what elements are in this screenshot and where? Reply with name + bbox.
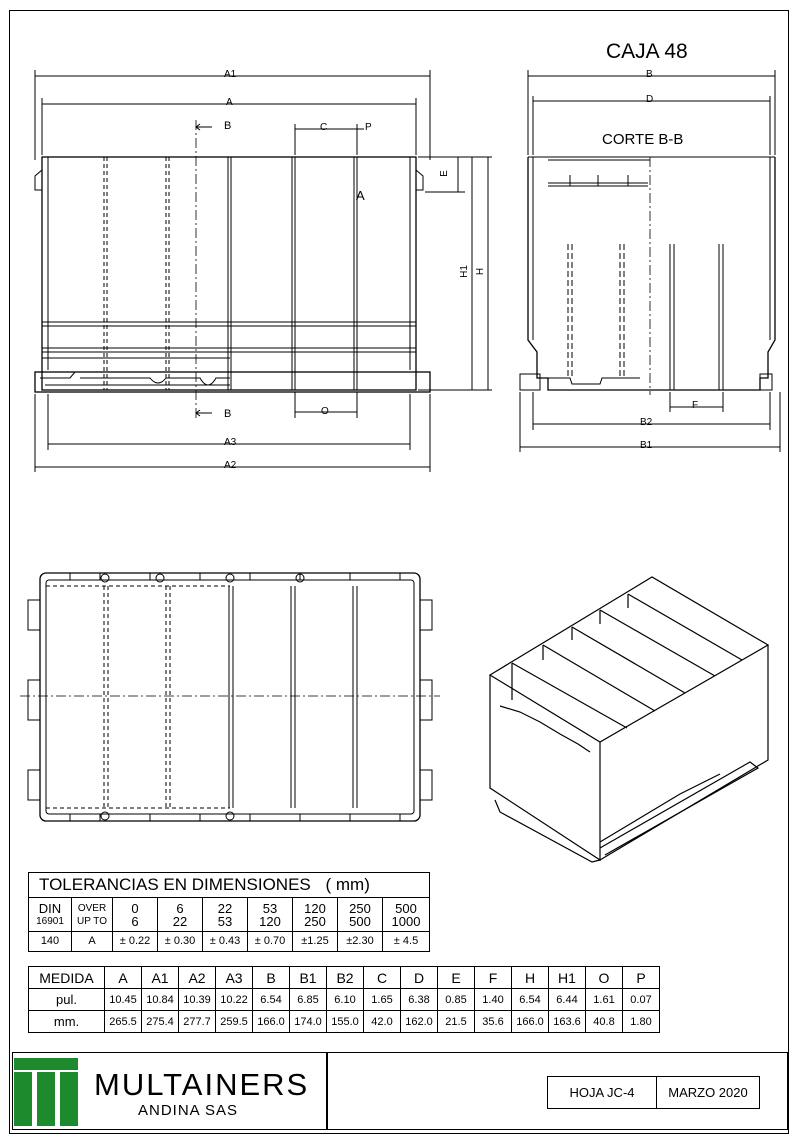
detail-label-a: A	[356, 188, 365, 203]
measure-value: 259.5	[216, 1011, 253, 1033]
measures-table	[28, 966, 660, 1033]
range-over: 6	[176, 900, 184, 916]
measure-value: 265.5	[105, 1011, 142, 1033]
measure-value: 6.85	[290, 989, 327, 1011]
measure-value: 6.44	[549, 989, 586, 1011]
sheet-number: HOJA JC-4	[547, 1076, 657, 1109]
measure-value: 35.6	[475, 1011, 512, 1033]
measure-column: C	[364, 967, 401, 989]
measure-value: 42.0	[364, 1011, 401, 1033]
measure-column: O	[586, 967, 623, 989]
measure-value: 6.38	[401, 989, 438, 1011]
measure-value: 10.84	[142, 989, 179, 1011]
front-view	[35, 70, 492, 472]
measure-column: D	[401, 967, 438, 989]
din-label: DIN	[38, 900, 62, 916]
range-over: 500	[395, 900, 417, 916]
dim-label-o: O	[321, 406, 329, 417]
measure-value: 275.4	[142, 1011, 179, 1033]
dim-label-a1: A1	[224, 69, 237, 80]
measure-value: 1.61	[586, 989, 623, 1011]
measure-column: A1	[142, 967, 179, 989]
tolerances-heading: TOLERANCIAS EN DIMENSIONES	[39, 875, 311, 894]
measure-value: 6.10	[327, 989, 364, 1011]
section-mark-b-bottom: B	[224, 408, 232, 420]
range-upto: 6	[131, 913, 139, 929]
section-label: CORTE B-B	[602, 131, 684, 148]
range-over: 120	[304, 900, 326, 916]
dim-label-p: P	[365, 122, 372, 133]
measure-column: B	[253, 967, 290, 989]
measure-value: 1.65	[364, 989, 401, 1011]
tolerance-value: ±1.25	[293, 932, 338, 952]
drawing-title: CAJA 48	[606, 40, 688, 63]
tolerance-value: ± 0.22	[113, 932, 158, 952]
top-view	[20, 573, 440, 821]
measure-value: 10.45	[105, 989, 142, 1011]
range-upto: 22	[172, 913, 188, 929]
measure-value: 10.22	[216, 989, 253, 1011]
section-bb-view	[520, 70, 780, 452]
measure-value: 6.54	[253, 989, 290, 1011]
dim-label-a3: A3	[224, 437, 237, 448]
measure-column: A	[105, 967, 142, 989]
tolerances-unit: ( mm)	[325, 875, 370, 894]
measure-value: 21.5	[438, 1011, 475, 1033]
range-upto: 120	[259, 913, 281, 929]
company-logo-icon	[14, 1058, 78, 1126]
tolerances-table	[28, 872, 430, 952]
measure-column: H	[512, 967, 549, 989]
measure-value: 0.07	[623, 989, 660, 1011]
range-over: 53	[262, 900, 278, 916]
range-upto: 53	[217, 913, 233, 929]
measure-value: 155.0	[327, 1011, 364, 1033]
section-mark-b-top: B	[224, 120, 232, 132]
dim-label-a: A	[226, 97, 233, 108]
measure-value: 277.7	[179, 1011, 216, 1033]
measures-header-label: MEDIDA	[29, 967, 105, 989]
tolerance-value: ± 0.70	[248, 932, 293, 952]
tolerance-value: ±2.30	[338, 932, 383, 952]
tolerance-value: ± 4.5	[383, 932, 430, 952]
measure-column: E	[438, 967, 475, 989]
measure-value: 40.8	[586, 1011, 623, 1033]
dim-label-h1: H1	[458, 265, 470, 278]
measure-column: A2	[179, 967, 216, 989]
dim-label-a2: A2	[224, 460, 237, 471]
drawing-date: MARZO 2020	[656, 1076, 760, 1109]
section-dim-f: F	[692, 400, 699, 411]
measure-value: 0.85	[438, 989, 475, 1011]
tolerance-value: ± 0.30	[158, 932, 203, 952]
isometric-view	[490, 577, 768, 862]
dim-label-e: E	[438, 170, 450, 177]
row-group: A	[72, 932, 113, 952]
dim-label-h: H	[475, 267, 487, 276]
measure-value: 1.80	[623, 1011, 660, 1033]
range-over: 0	[131, 900, 139, 916]
range-upto: 500	[349, 913, 371, 929]
measure-value: 1.40	[475, 989, 512, 1011]
row-label: pul.	[29, 989, 105, 1011]
measure-value: 166.0	[253, 1011, 290, 1033]
dim-label-c: C	[320, 122, 328, 133]
measure-value: 6.54	[512, 989, 549, 1011]
measure-value: 163.6	[549, 1011, 586, 1033]
range-upto: 1000	[391, 913, 421, 929]
measures-row-mm	[29, 1011, 660, 1033]
din-number: 16901	[36, 915, 64, 927]
measure-value: 10.39	[179, 989, 216, 1011]
upto-label: UP TO	[76, 915, 107, 927]
company-subtitle: ANDINA SAS	[138, 1102, 239, 1119]
measure-column: F	[475, 967, 512, 989]
range-over: 250	[349, 900, 371, 916]
section-dim-b1: B1	[640, 440, 653, 451]
range-upto: 250	[304, 913, 326, 929]
range-over: 22	[217, 900, 233, 916]
title-block-divider	[326, 1052, 328, 1130]
measure-column: B2	[327, 967, 364, 989]
section-dim-b: B	[646, 69, 653, 80]
measure-value: 174.0	[290, 1011, 327, 1033]
row-label: mm.	[29, 1011, 105, 1033]
company-name: MULTAINERS	[94, 1067, 310, 1102]
measure-column: B1	[290, 967, 327, 989]
section-dim-d: D	[646, 94, 654, 105]
row-class: 140	[29, 932, 72, 952]
measure-column: P	[623, 967, 660, 989]
measure-column: H1	[549, 967, 586, 989]
section-dim-b2: B2	[640, 417, 653, 428]
over-label: OVER	[77, 902, 107, 914]
measure-value: 166.0	[512, 1011, 549, 1033]
measures-row-inches	[29, 989, 660, 1011]
tolerance-value: ± 0.43	[203, 932, 248, 952]
measure-value: 162.0	[401, 1011, 438, 1033]
measure-column: A3	[216, 967, 253, 989]
